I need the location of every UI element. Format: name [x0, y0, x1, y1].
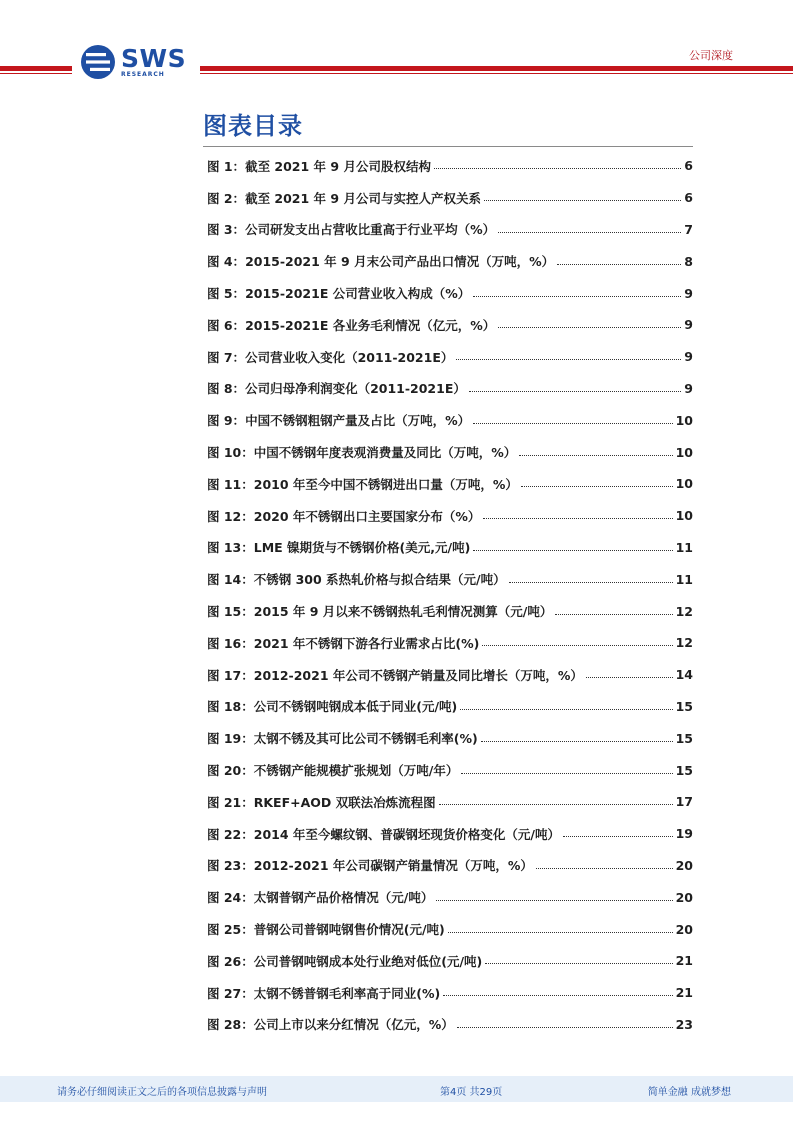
- toc-entry-label: 图 19：: [207, 731, 254, 747]
- toc-entry-label: 图 24：: [207, 890, 254, 906]
- toc-entry-label: 图 3：: [207, 222, 246, 238]
- toc-entry-page: 9: [684, 380, 693, 396]
- toc-entry-page: 9: [684, 317, 693, 333]
- toc-entry-title: 2015-2021 年 9 月末公司产品出口情况（万吨，%）: [245, 254, 555, 270]
- toc-entry-page: 10: [675, 508, 693, 524]
- toc-leader-dots: [456, 359, 681, 360]
- toc-leader-dots: [473, 296, 681, 297]
- toc-entry-page: 12: [675, 603, 693, 619]
- toc-entry[interactable]: [207, 245, 693, 277]
- toc-entry-page: 17: [675, 794, 693, 810]
- toc-leader-dots: [439, 804, 673, 805]
- toc-entry-label: 图 4：: [207, 254, 246, 270]
- toc-entry[interactable]: [207, 309, 693, 341]
- toc-entry-title: 普钢公司普钢吨钢售价情况(元/吨): [253, 922, 445, 938]
- footer-slogan: 简单金融 成就梦想: [647, 1087, 731, 1098]
- toc-entry-page: 20: [675, 889, 693, 905]
- toc-entry-label: 图 16：: [207, 635, 254, 651]
- toc-entry-title: 不锈钢产能规模扩张规划（万吨/年）: [253, 763, 459, 779]
- toc-entry[interactable]: [207, 500, 693, 532]
- toc-entry-page: 12: [675, 635, 693, 651]
- toc-leader-dots: [469, 391, 681, 392]
- page-header: [0, 0, 793, 90]
- toc-leader-dots: [443, 995, 672, 996]
- toc-entry-label: 图 10：: [207, 445, 254, 461]
- toc-entry-label: 图 21：: [207, 794, 254, 810]
- toc-entry-page: 15: [675, 698, 693, 714]
- toc-entry[interactable]: [207, 659, 693, 691]
- toc-leader-dots: [498, 327, 681, 328]
- toc-leader-dots: [434, 168, 681, 169]
- toc-leader-dots: [481, 741, 673, 742]
- toc-entry-page: 11: [675, 571, 693, 587]
- toc-leader-dots: [485, 963, 672, 964]
- toc-entry-title: 公司不锈钢吨钢成本低于同业(元/吨): [253, 699, 458, 715]
- toc-entry-page: 21: [675, 985, 693, 1001]
- toc-entry-label: 图 6：: [207, 317, 246, 333]
- toc-entry-label: 图 2：: [207, 190, 246, 206]
- toc-entry-title: 中国不锈钢粗钢产量及占比（万吨，%）: [245, 413, 471, 429]
- toc-leader-dots: [536, 868, 673, 869]
- toc-entry-page: 10: [675, 476, 693, 492]
- toc-entry-label: 图 11：: [207, 476, 254, 492]
- toc-entry-label: 图 12：: [207, 508, 254, 524]
- toc-entry-label: 图 14：: [207, 572, 254, 588]
- toc-entry-label: 图 8：: [207, 381, 246, 397]
- toc-entry-title: 截至 2021 年 9 月公司与实控人产权关系: [245, 190, 481, 206]
- toc-leader-dots: [448, 932, 673, 933]
- toc-entry[interactable]: [207, 404, 693, 436]
- toc-entry-page: 21: [675, 953, 693, 969]
- toc-entry[interactable]: [207, 977, 693, 1009]
- toc-entry-page: 20: [675, 921, 693, 937]
- toc-leader-dots: [484, 200, 681, 201]
- toc-entry-label: 图 7：: [207, 349, 246, 365]
- toc-entry-page: 9: [684, 349, 693, 365]
- toc-entry-title: 公司普钢吨钢成本处行业绝对低位(元/吨): [253, 953, 483, 969]
- toc-entry-page: 6: [684, 190, 693, 206]
- toc-entry-page: 7: [684, 221, 693, 237]
- toc-entry-title: 2012-2021 年公司碳钢产销量情况（万吨，%）: [253, 858, 533, 874]
- document-type-label: 公司深度: [689, 49, 733, 62]
- toc-leader-dots: [460, 709, 672, 710]
- toc-entry-page: 11: [675, 539, 693, 555]
- toc-leader-dots: [563, 836, 673, 837]
- title-underline: [203, 146, 693, 147]
- toc-entry[interactable]: [207, 341, 693, 373]
- toc-leader-dots: [557, 264, 681, 265]
- toc-entry-title: 不锈钢 300 系热轧价格与拟合结果（元/吨）: [253, 572, 506, 588]
- toc-entry[interactable]: [207, 214, 693, 246]
- toc-entry[interactable]: [207, 436, 693, 468]
- toc-leader-dots: [473, 423, 673, 424]
- toc-entry-title: LME 镍期货与不锈钢价格(美元,元/吨): [253, 540, 471, 556]
- toc-entry-label: 图 28：: [207, 1017, 254, 1033]
- toc-leader-dots: [519, 455, 672, 456]
- toc-entry-page: 15: [675, 730, 693, 746]
- toc-entry-title: 2015 年 9 月以来不锈钢热轧毛利情况测算（元/吨）: [253, 604, 553, 620]
- toc-entry-label: 图 9：: [207, 413, 246, 429]
- toc-entry[interactable]: [207, 754, 693, 786]
- toc-entry-title: 2015-2021E 各业务毛利情况（亿元，%）: [245, 317, 496, 333]
- toc-leader-dots: [509, 582, 673, 583]
- toc-entry-title: 2020 年不锈钢出口主要国家分布（%）: [253, 508, 481, 524]
- toc-entry-page: 10: [675, 444, 693, 460]
- toc-entry[interactable]: [207, 722, 693, 754]
- toc-entry-label: 图 26：: [207, 953, 254, 969]
- toc-entry[interactable]: [207, 881, 693, 913]
- toc-entry-page: 8: [684, 253, 693, 269]
- toc-entry-title: 中国不锈钢年度表观消费量及同比（万吨，%）: [253, 445, 517, 461]
- toc-entry-title: 公司归母净利润变化（2011-2021E）: [245, 381, 466, 397]
- toc-entry[interactable]: [207, 850, 693, 882]
- toc-entry-label: 图 23：: [207, 858, 254, 874]
- toc-entry-page: 23: [675, 1016, 693, 1032]
- toc-entry[interactable]: [207, 563, 693, 595]
- footer-page-number: 第4页 共29页: [440, 1087, 503, 1098]
- sws-logo: [80, 44, 186, 80]
- toc-entry-label: 图 20：: [207, 763, 254, 779]
- toc-entry-title: 2014 年至今螺纹钢、普碳钢坯现货价格变化（元/吨）: [253, 826, 560, 842]
- toc-entry-label: 图 15：: [207, 604, 254, 620]
- toc-entry-title: 2012-2021 年公司不锈钢产销量及同比增长（万吨，%）: [253, 667, 583, 683]
- toc-entry[interactable]: [207, 373, 693, 405]
- toc-entry[interactable]: [207, 691, 693, 723]
- toc-entry-page: 19: [675, 826, 693, 842]
- figure-table-of-contents: [207, 150, 693, 1040]
- footer-disclaimer: 请务必仔细阅读正文之后的各项信息披露与声明: [57, 1087, 267, 1098]
- toc-entry[interactable]: [207, 277, 693, 309]
- toc-entry-title: 太钢普钢产品价格情况（元/吨）: [253, 890, 434, 906]
- toc-leader-dots: [498, 232, 681, 233]
- toc-entry-title: 公司上市以来分红情况（亿元，%）: [253, 1017, 454, 1033]
- toc-entry-label: 图 17：: [207, 667, 254, 683]
- toc-leader-dots: [457, 1027, 673, 1028]
- toc-leader-dots: [586, 677, 673, 678]
- toc-entry-title: 截至 2021 年 9 月公司股权结构: [245, 158, 431, 174]
- toc-entry-title: 太钢不锈普钢毛利率高于同业(%): [253, 985, 441, 1001]
- toc-entry-label: 图 25：: [207, 922, 254, 938]
- toc-entry-page: 14: [675, 667, 693, 683]
- toc-leader-dots: [461, 773, 672, 774]
- toc-entry-title: 公司研发支出占营收比重高于行业平均（%）: [245, 222, 496, 238]
- toc-leader-dots: [521, 486, 673, 487]
- page-footer: [0, 1076, 793, 1102]
- toc-entry[interactable]: [207, 468, 693, 500]
- toc-entry[interactable]: [207, 182, 693, 214]
- logo-text: SWS: [121, 44, 187, 73]
- toc-entry[interactable]: [207, 818, 693, 850]
- toc-entry[interactable]: [207, 786, 693, 818]
- toc-entry-title: RKEF+AOD 双联法冶炼流程图: [253, 794, 436, 810]
- toc-leader-dots: [436, 900, 672, 901]
- toc-entry[interactable]: [207, 627, 693, 659]
- header-rule-left: [0, 66, 72, 74]
- header-rule-right: [200, 66, 793, 74]
- toc-entry-page: 10: [675, 412, 693, 428]
- toc-entry-label: 图 1：: [207, 158, 246, 174]
- toc-leader-dots: [482, 645, 672, 646]
- toc-entry[interactable]: [207, 1009, 693, 1041]
- logo-subtext: RESEARCH: [121, 71, 165, 78]
- toc-entry-label: 图 18：: [207, 699, 254, 715]
- toc-entry[interactable]: [207, 595, 693, 627]
- toc-entry[interactable]: [207, 913, 693, 945]
- toc-entry-page: 9: [684, 285, 693, 301]
- toc-entry[interactable]: [207, 150, 693, 182]
- toc-entry-page: 15: [675, 762, 693, 778]
- toc-entry-page: 6: [684, 158, 693, 174]
- toc-leader-dots: [555, 614, 672, 615]
- toc-entry-title: 2021 年不锈钢下游各行业需求占比(%): [253, 635, 480, 651]
- toc-entry-title: 2015-2021E 公司营业收入构成（%）: [245, 286, 471, 302]
- toc-entry-title: 公司营业收入变化（2011-2021E）: [245, 349, 454, 365]
- toc-entry[interactable]: [207, 532, 693, 564]
- toc-entry-label: 图 22：: [207, 826, 254, 842]
- toc-leader-dots: [483, 518, 672, 519]
- toc-entry-page: 20: [675, 857, 693, 873]
- toc-entry-label: 图 13：: [207, 540, 254, 556]
- toc-entry-title: 太钢不锈及其可比公司不锈钢毛利率(%): [253, 731, 478, 747]
- page-title: 图表目录: [203, 112, 303, 140]
- toc-entry-title: 2010 年至今中国不锈钢进出口量（万吨，%）: [253, 476, 518, 492]
- toc-leader-dots: [473, 550, 672, 551]
- sws-logo-icon: [80, 44, 116, 80]
- toc-entry[interactable]: [207, 945, 693, 977]
- toc-entry-label: 图 27：: [207, 985, 254, 1001]
- toc-entry-label: 图 5：: [207, 286, 246, 302]
